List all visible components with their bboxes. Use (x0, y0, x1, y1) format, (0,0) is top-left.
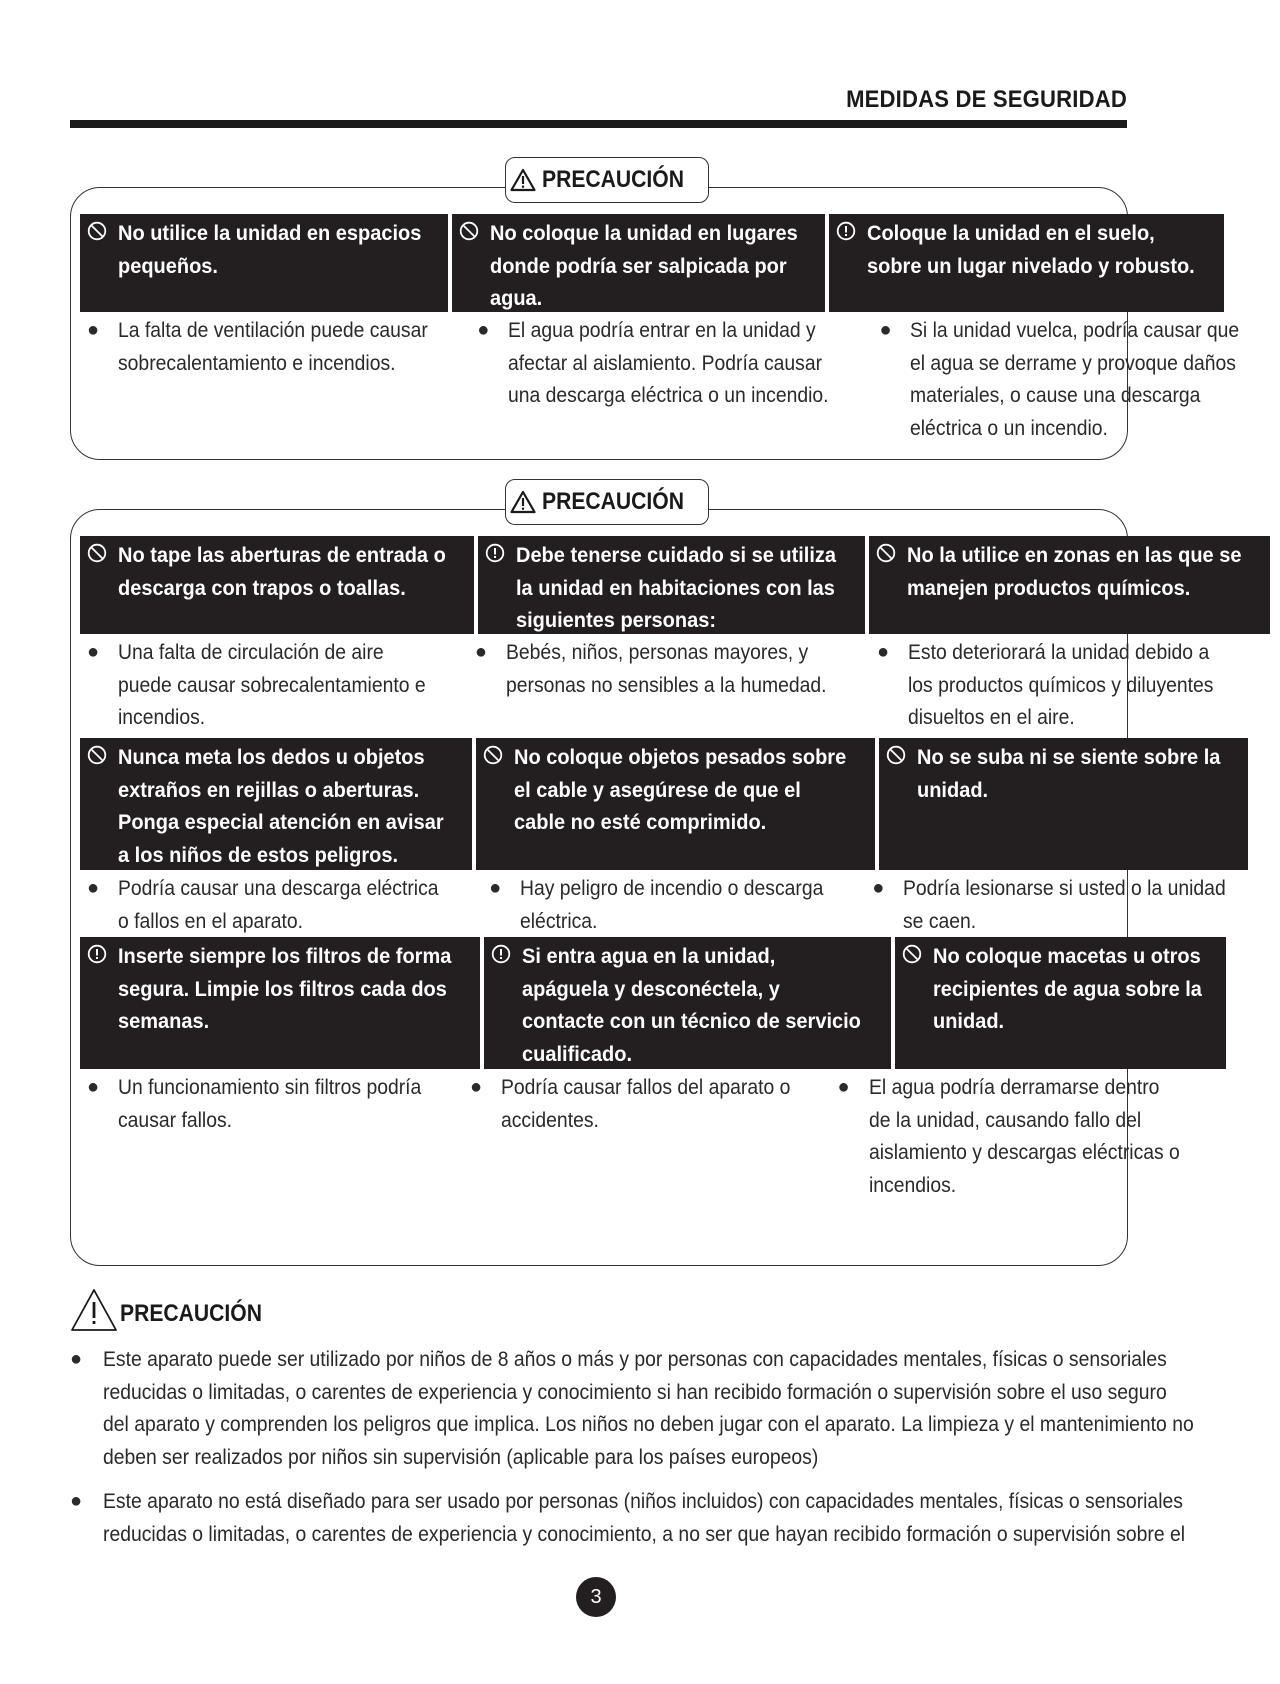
detail-row (80, 634, 1214, 738)
bullet-icon: ● (477, 319, 490, 341)
bullet-icon: ● (87, 877, 100, 899)
prohibited-icon (87, 221, 107, 241)
text-line: apáguela y desconéctela, y (522, 976, 781, 1001)
text-line: Este aparato puede ser utilizado por niños de 8 años o más y por personas con capacidades mentales, físicas o sensoriales (103, 1347, 1167, 1371)
warning-header-cell (879, 738, 1247, 870)
prohibited-icon (483, 745, 503, 765)
warning-detail-cell (831, 1069, 1218, 1204)
text-line: agua. (490, 286, 543, 310)
warning-triangle-icon (510, 168, 536, 192)
prohibited-icon (459, 221, 479, 241)
bullet-icon: ● (87, 319, 100, 341)
text-line: Ponga especial atención en avisar (118, 810, 444, 834)
warning-detail-cell (482, 870, 861, 937)
caution-section-heading (70, 1288, 281, 1332)
text-line: disueltos en el aire. (908, 705, 1075, 729)
text-line: deben ser realizados por niños sin supervisión (aplicable para los países europeos) (103, 1444, 819, 1469)
header-rule (70, 120, 1127, 128)
text-line: reducidas o limitadas, o carentes de experiencia y conocimiento, a no ser que hayan recibido formación o supervisión sobre el (103, 1521, 1186, 1546)
warning-header-cell (484, 937, 890, 1069)
warning-header-cell (895, 937, 1226, 1069)
prohibited-icon (902, 944, 922, 964)
text-line: Un funcionamiento sin filtros podría (118, 1075, 422, 1099)
bullet-icon: ● (87, 641, 100, 663)
warning-header-cell (80, 937, 480, 1069)
text-line: Hay peligro de incendio o descarga (520, 876, 824, 900)
warning-header-cell (80, 536, 474, 634)
bullet-icon: ● (70, 1348, 83, 1370)
text-line: aislamiento y descargas eléctricas o (868, 1140, 1180, 1164)
text-line: Nunca meta los dedos u objetos (118, 745, 425, 769)
text-line: personas no sensibles a la humedad. (505, 672, 827, 697)
bullet-icon: ● (474, 641, 487, 663)
header-row (80, 536, 1242, 634)
text-line: materiales, o cause una descarga (910, 383, 1201, 407)
header-row (80, 738, 1221, 870)
caution-grid-2 (80, 536, 1242, 1204)
text-line: de la unidad, causando fallo del (868, 1107, 1141, 1132)
text-line: No coloque macetas u otros (932, 944, 1201, 968)
warning-detail-cell (470, 312, 868, 448)
text-line: semanas. (118, 1009, 210, 1033)
text-line: una descarga eléctrica o un incendio. (508, 383, 829, 407)
text-line: Podría lesionarse si usted o la unidad (903, 876, 1226, 900)
text-line: Bebés, niños, personas mayores, y (505, 640, 809, 664)
header-row (80, 214, 1195, 312)
caution-tag-1 (505, 157, 709, 203)
bullet-icon: ● (879, 319, 892, 341)
detail-row (80, 870, 1226, 937)
text-line: siguientes personas: (516, 608, 717, 632)
mandatory-icon (485, 543, 505, 563)
warning-triangle-icon (70, 1288, 118, 1332)
page-number: 3 (576, 1577, 616, 1617)
text-line: Este aparato no está diseñado para ser usado por personas (niños incluidos) con capacidades mentales, físicas o sensoriales (103, 1489, 1183, 1513)
text-line: No la utilice en zonas en las que se (906, 543, 1242, 567)
text-line: eléctrica o un incendio. (910, 415, 1109, 440)
warning-header-cell (476, 738, 875, 870)
bullet-icon: ● (837, 1076, 850, 1098)
mandatory-icon (491, 944, 511, 964)
bullet-icon: ● (470, 1076, 483, 1098)
text-line: La falta de ventilación puede causar (118, 318, 428, 342)
text-line: No coloque objetos pesados sobre (514, 745, 847, 769)
warning-header-cell (452, 214, 825, 312)
text-line: accidentes. (501, 1107, 599, 1132)
text-line: Podría causar fallos del aparato o (501, 1075, 791, 1099)
warning-triangle-icon (510, 490, 536, 514)
text-line: segura. Limpie los filtros cada dos (118, 976, 447, 1001)
text-line: descarga con trapos o toallas. (118, 575, 406, 600)
warning-header-cell (829, 214, 1223, 312)
text-line: sobre un lugar nivelado y robusto. (867, 253, 1195, 278)
text-line: del aparato y comprenden los peligros que implica. Los niños no deben jugar con el aparato. La limpieza y el mantenimiento no (103, 1412, 1194, 1436)
text-line: Si la unidad vuelca, podría causar que (910, 318, 1240, 342)
text-line: donde podría ser salpicada por (490, 253, 787, 278)
prohibited-icon (886, 745, 906, 765)
warning-detail-cell (80, 312, 466, 448)
text-line: manejen productos químicos. (906, 575, 1190, 600)
text-line: recipientes de agua sobre la (932, 976, 1202, 1001)
text-line: Una falta de circulación de aire (118, 640, 384, 664)
text-line: eléctrica. (520, 908, 598, 933)
text-line: Inserte siempre los filtros de forma (118, 944, 452, 968)
warning-detail-cell (468, 634, 866, 738)
caution-paragraphs (70, 1343, 1194, 1562)
text-line: cable no esté comprimido. (514, 810, 767, 834)
warning-detail-cell (80, 1069, 459, 1204)
text-line: el agua se derrame y provoque daños (910, 350, 1237, 375)
caution-paragraph (70, 1485, 1186, 1550)
text-line: El agua podría derramarse dentro (868, 1075, 1159, 1099)
text-line: se caen. (903, 908, 977, 933)
caution-paragraph (70, 1343, 1194, 1473)
warning-detail-cell (870, 634, 1251, 738)
text-line: incendios. (118, 705, 206, 729)
caution-tag-label: PRECAUCIÓN (542, 488, 685, 515)
detail-row (80, 1069, 1180, 1204)
text-line: Si entra agua en la unidad, (522, 944, 776, 968)
warning-header-cell (478, 536, 864, 634)
caution-tag-label: PRECAUCIÓN (542, 166, 685, 193)
bullet-icon: ● (87, 1076, 100, 1098)
bullet-icon: ● (489, 877, 502, 899)
text-line: la unidad en habitaciones con las (516, 575, 836, 600)
text-line: Podría causar una descarga eléctrica (118, 876, 439, 900)
section-title: PRECAUCIÓN (120, 1300, 262, 1327)
warning-header-cell (869, 536, 1271, 634)
page-header-title: MEDIDAS DE SEGURIDAD (846, 86, 1127, 113)
detail-row (80, 312, 1240, 448)
mandatory-icon (836, 221, 856, 241)
text-line: No coloque la unidad en lugares (490, 221, 798, 245)
text-line: unidad. (917, 777, 989, 802)
caution-grid-1 (80, 214, 1240, 448)
text-line: afectar al aislamiento. Podría causar (508, 350, 823, 375)
text-line: Esto deteriorará la unidad debido a (908, 640, 1210, 664)
text-line: Debe tenerse cuidado si se utiliza (516, 543, 837, 567)
text-line: a los niños de estos peligros. (118, 842, 399, 867)
bullet-icon: ● (70, 1490, 83, 1512)
prohibited-icon (87, 543, 107, 563)
text-line: puede causar sobrecalentamiento e (118, 672, 426, 697)
warning-detail-cell (872, 312, 1280, 448)
text-line: unidad. (932, 1009, 1004, 1033)
text-line: o fallos en el aparato. (118, 908, 304, 933)
text-line: el cable y asegúrese de que el (514, 777, 801, 802)
warning-detail-cell (80, 870, 478, 937)
text-line: No se suba ni se siente sobre la (917, 745, 1221, 769)
header-row (80, 937, 1202, 1069)
text-line: Coloque la unidad en el suelo, (867, 221, 1155, 245)
warning-detail-cell (463, 1069, 827, 1204)
text-line: causar fallos. (118, 1107, 233, 1132)
text-line: reducidas o limitadas, o carentes de experiencia y conocimiento si han recibido formación o supervisión sobre el uso seguro (103, 1379, 1167, 1404)
bullet-icon: ● (872, 877, 885, 899)
warning-detail-cell (865, 870, 1266, 937)
text-line: los productos químicos y diluyentes (908, 672, 1214, 697)
warning-detail-cell (80, 634, 464, 738)
text-line: No utilice la unidad en espacios (118, 221, 422, 245)
text-line: incendios. (868, 1172, 956, 1197)
text-line: cualificado. (522, 1041, 633, 1066)
text-line: No tape las aberturas de entrada o (118, 543, 446, 567)
caution-tag-2 (505, 479, 709, 525)
warning-header-cell (80, 214, 448, 312)
prohibited-icon (87, 745, 107, 765)
warning-header-cell (80, 738, 472, 870)
bullet-icon: ● (877, 641, 890, 663)
text-line: El agua podría entrar en la unidad y (508, 318, 816, 342)
text-line: extraños en rejillas o aberturas. (118, 777, 420, 802)
text-line: pequeños. (118, 253, 218, 278)
mandatory-icon (87, 944, 107, 964)
text-line: sobrecalentamiento e incendios. (118, 350, 396, 375)
text-line: contacte con un técnico de servicio (522, 1009, 862, 1033)
prohibited-icon (876, 543, 896, 563)
